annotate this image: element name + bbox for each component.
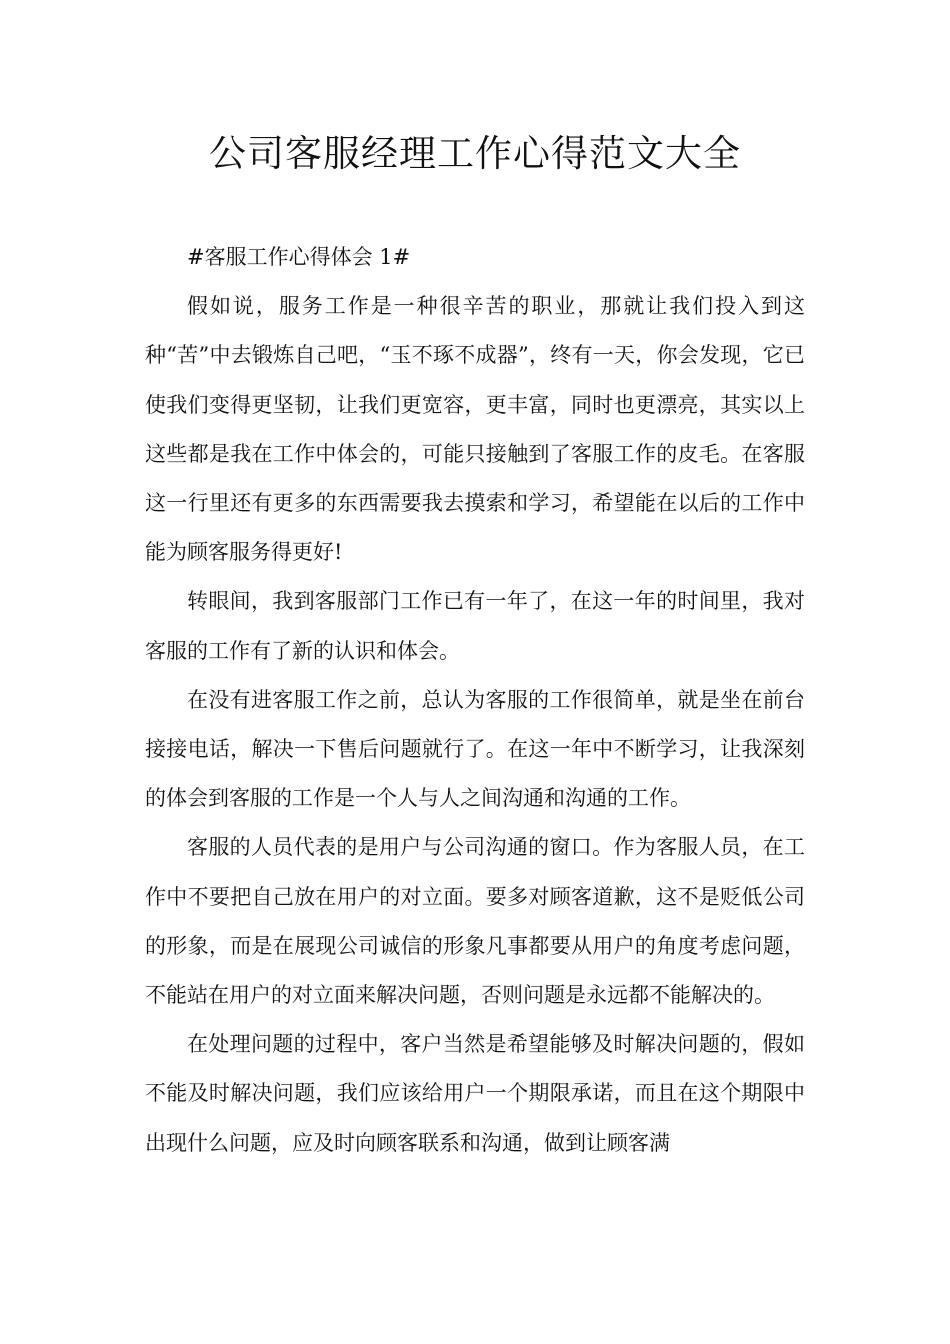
paragraph: 转眼间，我到客服部门工作已有一年了，在这一年的时间里，我对客服的工作有了新的认识和体会。 [145,589,805,663]
paragraph: 在处理问题的过程中，客户当然是希望能够及时解决问题的，假如不能及时解决问题，我们应该给用户一个期限承诺，而且在这个期限中出现什么问题，应及时向顾客联系和沟通，做到让顾客满 [145,1032,805,1155]
paragraph: 客服的人员代表的是用户与公司沟通的窗口。作为客服人员，在工作中不要把自己放在用户的对立面。要多对顾客道歉，这不是贬低公司的形象，而是在展现公司诚信的形象凡事都要从用户的角度考虑问题，不能站在用户的对立面来解决问题，否则问题是永远都不能解决的。 [145,835,805,1008]
paragraph: 假如说，服务工作是一种很辛苦的职业，那就让我们投入到这种“苦”中去锻炼自己吧，“玉不琢不成器”，终有一天，你会发现，它已使我们变得更坚韧，让我们更宽容，更丰富，同时也更漂亮，其实以上这些都是我在工作中体会的，可能只接触到了客服工作的皮毛。在客服这一行里还有更多的东西需要我去摸索和学习，希望能在以后的工作中能为顾客服务得更好! [145,294,805,565]
paragraph: 在没有进客服工作之前，总认为客服的工作很简单，就是坐在前台接接电话，解决一下售后问题就行了。在这一年中不断学习，让我深刻的体会到客服的工作是一个人与人之间沟通和沟通的工作。 [145,687,805,811]
document-body [145,233,805,1168]
document-title: 公司客服经理工作心得范文大全 [209,132,741,175]
section-heading: #客服工作心得体会 1# [187,245,411,269]
